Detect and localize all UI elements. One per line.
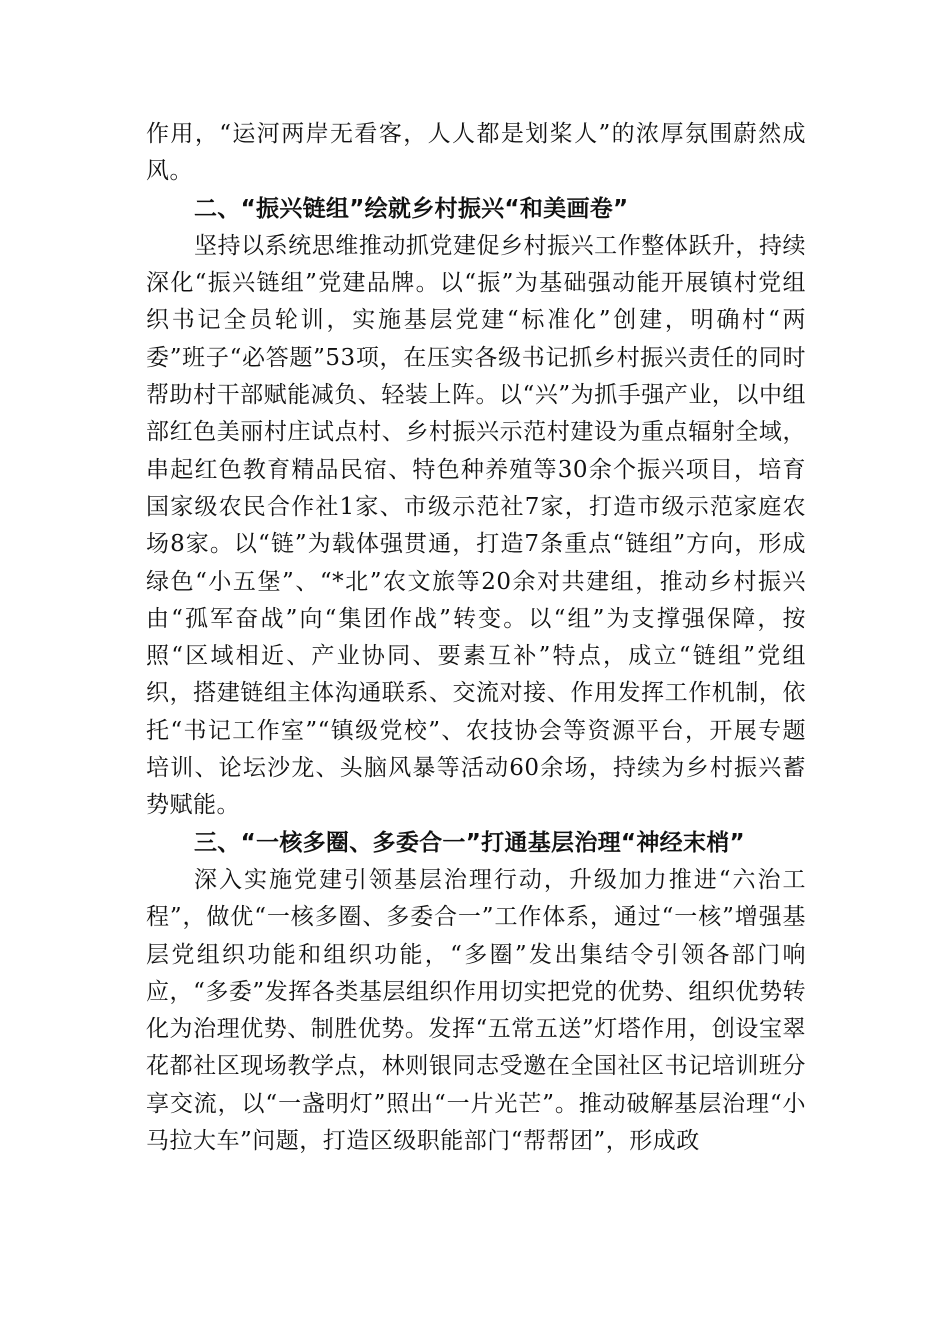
section-heading-3: 三、“一核多圈、多委合一”打通基层治理“神经末梢” (194, 829, 745, 856)
section-heading-2: 二、“振兴链组”绘就乡村振兴“和美画卷” (194, 195, 629, 222)
document-body (146, 116, 806, 1160)
paragraph-continuation: 作用，“运河两岸无看客，人人都是划桨人”的浓厚氛围蔚然成风。 (146, 121, 806, 185)
paragraph-section-2: 坚持以系统思维推动抓党建促乡村振兴工作整体跃升，持续深化“振兴链组”党建品牌。以“振”为基础强动能开展镇村党组织书记全员轮训，实施基层党建“标准化”创建，明确村“两委”班子“必答题”53项，在压实各级书记抓乡村振兴责任的同时帮助村干部赋能减负、轻装上阵。以“兴”为抓手强产业，以中组部红色美丽村庄试点村、乡村振兴示范村建设为重点辐射全域，串起红色教育精品民宿、特色种养殖等30余个振兴项目，培育国家级农民合作社1家、市级示范社7家，打造市级示范家庭农场8家。以“链”为载体强贯通，打造7条重点“链组”方向，形成绿色“小五堡”、“*北”农文旅等20余对共建组，推动乡村振兴由“孤军奋战”向“集团作战”转变。以“组”为支撑强保障，按照“区域相近、产业协同、要素互补”特点，成立“链组”党组织，搭建链组主体沟通联系、交流对接、作用发挥工作机制，依托“书记工作室”“镇级党校”、农技协会等资源平台，开展专题培训、论坛沙龙、头脑风暴等活动60余场，持续为乡村振兴蓄势赋能。 (146, 232, 806, 819)
paragraph-section-3: 深入实施党建引领基层治理行动，升级加力推进“六治工程”，做优“一核多圈、多委合一”工作体系，通过“一核”增强基层党组织功能和组织功能，“多圈”发出集结令引领各部门响应，“多委”发挥各类基层组织作用切实把党的优势、组织优势转化为治理优势、制胜优势。发挥“五常五送”灯塔作用，创设宝翠花都社区现场教学点，林则银同志受邀在全国社区书记培训班分享交流，以“一盏明灯”照出“一片光芒”。推动破解基层治理“小马拉大车”问题，打造区级职能部门“帮帮团”，形成政 (146, 866, 806, 1155)
